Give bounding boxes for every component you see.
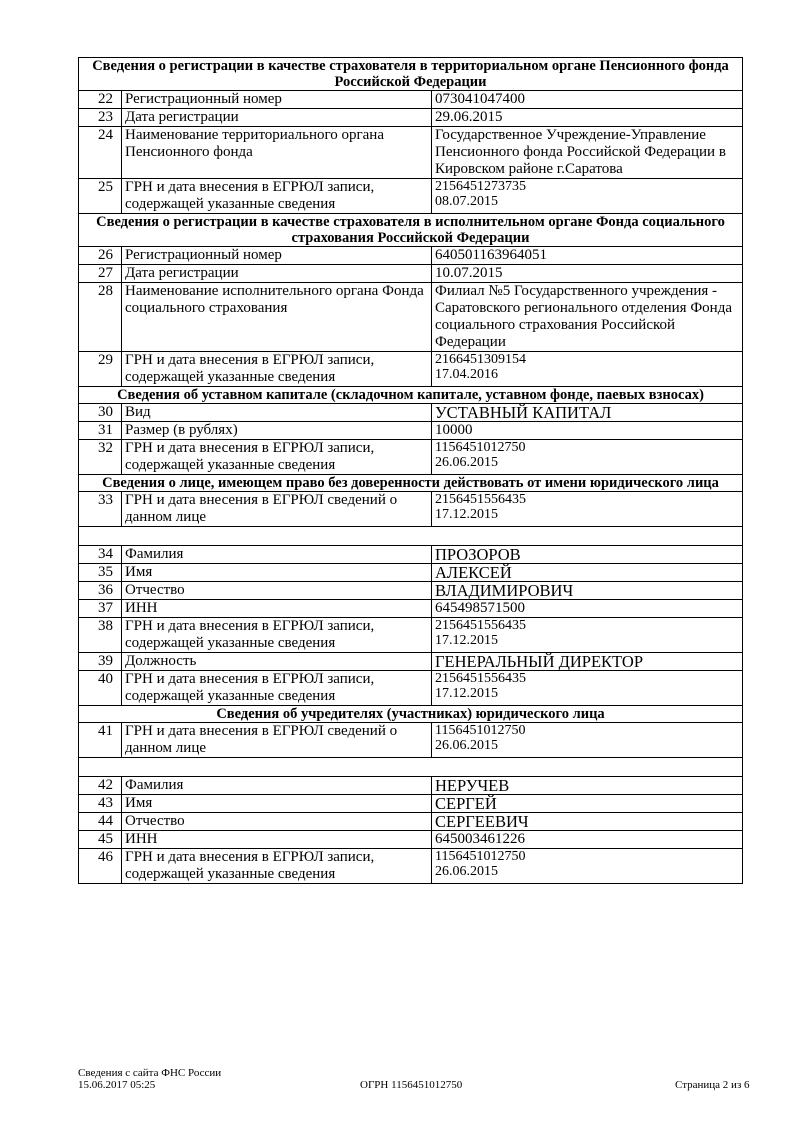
field-name: Имя (122, 564, 432, 582)
field-value: НЕРУЧЕВ (432, 777, 743, 795)
footer-source-title: Сведения с сайта ФНС России (78, 1067, 222, 1079)
field-value: Государственное Учреждение-Управление Пенсионного фонда Российской Федерации в Кировском районе г.Саратова (432, 127, 743, 179)
row-number: 37 (79, 600, 122, 618)
row-number: 45 (79, 831, 122, 849)
field-value: АЛЕКСЕЙ (432, 564, 743, 582)
table-row (79, 546, 743, 564)
table-row (79, 831, 743, 849)
spacer-cell (79, 758, 743, 777)
field-value: Филиал №5 Государственного учреждения - Саратовского регионального отделения Фонда социального страхования Российской Федерации (432, 283, 743, 352)
field-value: ВЛАДИМИРОВИЧ (432, 582, 743, 600)
field-value: УСТАВНЫЙ КАПИТАЛ (432, 404, 743, 422)
footer-timestamp: 15.06.2017 05:25 (78, 1079, 156, 1091)
footer-source (78, 1067, 221, 1091)
section-title: Сведения о лице, имеющем право без доверенности действовать от имени юридического лица (79, 475, 743, 492)
field-name: Наименование исполнительного органа Фонда социального страхования (122, 283, 432, 352)
row-number: 27 (79, 265, 122, 283)
row-number: 25 (79, 179, 122, 214)
table-row (79, 179, 743, 214)
section-title: Сведения о регистрации в качестве страхователя в территориальном органе Пенсионного фонда Российской Федерации (79, 58, 743, 91)
section-header-row (79, 214, 743, 247)
table-row (79, 283, 743, 352)
field-name: Должность (122, 653, 432, 671)
field-name: ИНН (122, 600, 432, 618)
field-value: ГЕНЕРАЛЬНЫЙ ДИРЕКТОР (432, 653, 743, 671)
field-name: ГРН и дата внесения в ЕГРЮЛ записи, содержащей указанные сведения (122, 440, 432, 475)
field-name: Регистрационный номер (122, 91, 432, 109)
row-number: 41 (79, 723, 122, 758)
field-name: ИНН (122, 831, 432, 849)
field-name: Наименование территориального органа Пенсионного фонда (122, 127, 432, 179)
table-row (79, 777, 743, 795)
table-row (79, 127, 743, 179)
field-value: 2156451556435 17.12.2015 (432, 492, 743, 527)
section-title: Сведения об учредителях (участниках) юридического лица (79, 706, 743, 723)
table-row (79, 653, 743, 671)
field-name: Имя (122, 795, 432, 813)
row-number: 34 (79, 546, 122, 564)
row-number: 24 (79, 127, 122, 179)
row-number: 30 (79, 404, 122, 422)
field-name: Регистрационный номер (122, 247, 432, 265)
spacer-row (79, 758, 743, 777)
section-header-row (79, 475, 743, 492)
field-value: 2156451273735 08.07.2015 (432, 179, 743, 214)
row-number: 35 (79, 564, 122, 582)
field-value: 1156451012750 26.06.2015 (432, 849, 743, 884)
field-value: 2166451309154 17.04.2016 (432, 352, 743, 387)
egrul-table (78, 57, 743, 884)
row-number: 32 (79, 440, 122, 475)
row-number: 26 (79, 247, 122, 265)
field-name: ГРН и дата внесения в ЕГРЮЛ записи, содержащей указанные сведения (122, 671, 432, 706)
field-name: Отчество (122, 813, 432, 831)
table-row (79, 813, 743, 831)
field-name: Отчество (122, 582, 432, 600)
field-name: Размер (в рублях) (122, 422, 432, 440)
table-row (79, 91, 743, 109)
field-name: ГРН и дата внесения в ЕГРЮЛ записи, содержащей указанные сведения (122, 849, 432, 884)
field-value: 645003461226 (432, 831, 743, 849)
row-number: 29 (79, 352, 122, 387)
table-row (79, 600, 743, 618)
section-title: Сведения об уставном капитале (складочном капитале, уставном фонде, паевых взносах) (79, 387, 743, 404)
footer-ogrn: ОГРН 1156451012750 (360, 1079, 463, 1091)
table-row (79, 422, 743, 440)
field-name: ГРН и дата внесения в ЕГРЮЛ записи, содержащей указанные сведения (122, 618, 432, 653)
table-row (79, 849, 743, 884)
row-number: 40 (79, 671, 122, 706)
field-value: 1156451012750 26.06.2015 (432, 440, 743, 475)
field-name: ГРН и дата внесения в ЕГРЮЛ сведений о данном лице (122, 723, 432, 758)
section-header-row (79, 58, 743, 91)
field-value: СЕРГЕЙ (432, 795, 743, 813)
table-row (79, 564, 743, 582)
row-number: 28 (79, 283, 122, 352)
table-row (79, 618, 743, 653)
row-number: 22 (79, 91, 122, 109)
field-value: 2156451556435 17.12.2015 (432, 671, 743, 706)
row-number: 44 (79, 813, 122, 831)
field-name: Вид (122, 404, 432, 422)
row-number: 36 (79, 582, 122, 600)
table-row (79, 582, 743, 600)
table-row (79, 109, 743, 127)
table-row (79, 265, 743, 283)
row-number: 31 (79, 422, 122, 440)
footer-page-number: Страница 2 из 6 (675, 1079, 750, 1091)
row-number: 23 (79, 109, 122, 127)
field-value: 10.07.2015 (432, 265, 743, 283)
field-name: Фамилия (122, 777, 432, 795)
section-header-row (79, 706, 743, 723)
row-number: 42 (79, 777, 122, 795)
row-number: 43 (79, 795, 122, 813)
table-row (79, 440, 743, 475)
field-name: Дата регистрации (122, 109, 432, 127)
field-value: 073041047400 (432, 91, 743, 109)
field-value: 29.06.2015 (432, 109, 743, 127)
table-row (79, 352, 743, 387)
field-name: Дата регистрации (122, 265, 432, 283)
row-number: 39 (79, 653, 122, 671)
table-row (79, 723, 743, 758)
table-row (79, 671, 743, 706)
field-value: 2156451556435 17.12.2015 (432, 618, 743, 653)
row-number: 46 (79, 849, 122, 884)
spacer-cell (79, 527, 743, 546)
table-row (79, 492, 743, 527)
field-name: ГРН и дата внесения в ЕГРЮЛ сведений о данном лице (122, 492, 432, 527)
egrul-table-body (79, 58, 743, 884)
section-title: Сведения о регистрации в качестве страхователя в исполнительном органе Фонда социального страхования Российской Федерации (79, 214, 743, 247)
table-row (79, 404, 743, 422)
field-value: 10000 (432, 422, 743, 440)
field-value: СЕРГЕЕВИЧ (432, 813, 743, 831)
table-row (79, 795, 743, 813)
row-number: 33 (79, 492, 122, 527)
field-value: ПРОЗОРОВ (432, 546, 743, 564)
spacer-row (79, 527, 743, 546)
row-number: 38 (79, 618, 122, 653)
section-header-row (79, 387, 743, 404)
field-value: 645498571500 (432, 600, 743, 618)
field-name: ГРН и дата внесения в ЕГРЮЛ записи, содержащей указанные сведения (122, 352, 432, 387)
field-name: ГРН и дата внесения в ЕГРЮЛ записи, содержащей указанные сведения (122, 179, 432, 214)
field-value: 640501163964051 (432, 247, 743, 265)
table-row (79, 247, 743, 265)
field-value: 1156451012750 26.06.2015 (432, 723, 743, 758)
field-name: Фамилия (122, 546, 432, 564)
